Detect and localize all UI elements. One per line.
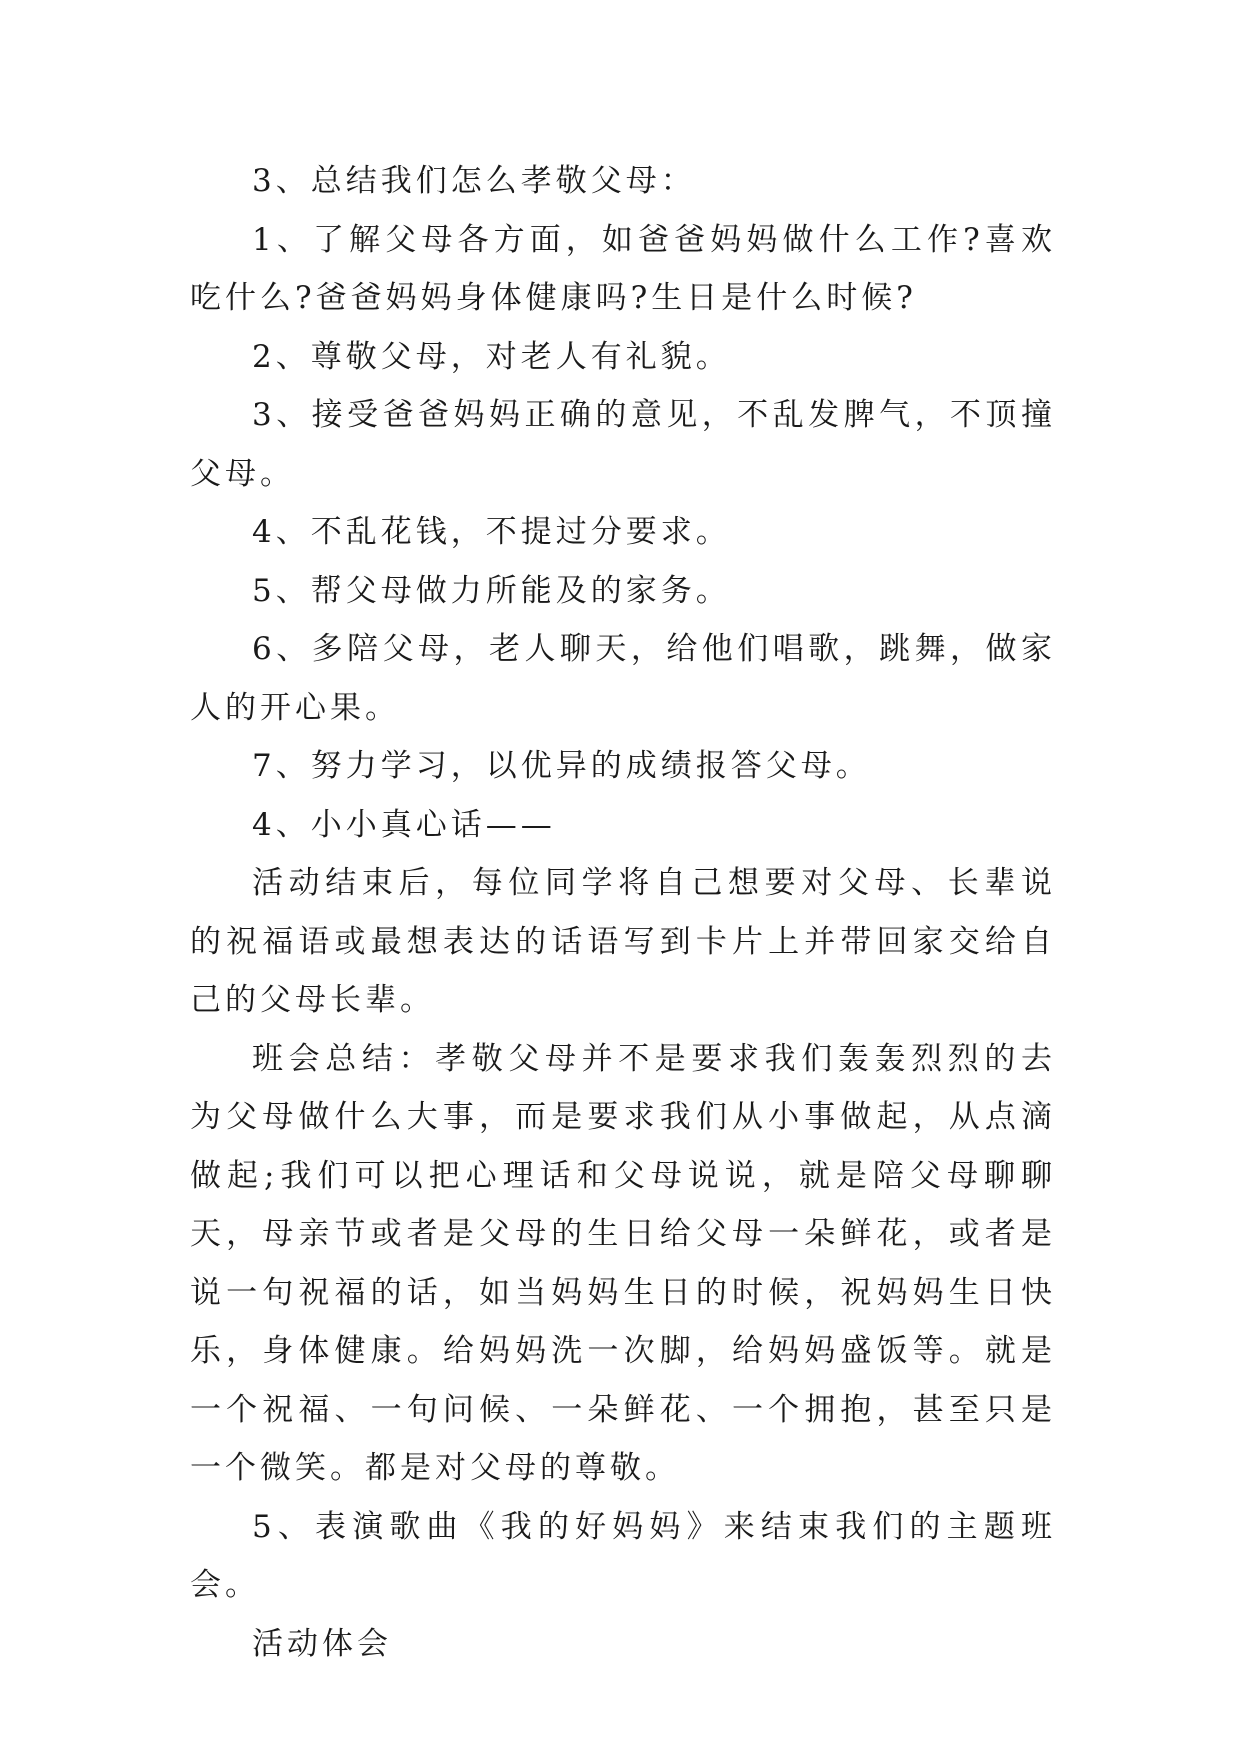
document-body xyxy=(190,152,1056,1673)
paragraph-song-performance: 5、表演歌曲《我的好妈妈》来结束我们的主题班会。 xyxy=(190,1508,1056,1603)
paragraph-item-1: 1、了解父母各方面，如爸爸妈妈做什么工作?喜欢吃什么?爸爸妈妈身体健康吗?生日是什么时候? xyxy=(190,221,1056,316)
paragraph-item-6: 6、多陪父母，老人聊天，给他们唱歌，跳舞，做家人的开心果。 xyxy=(190,631,1056,726)
paragraph-item-7: 7、努力学习，以优异的成绩报答父母。 xyxy=(252,748,871,784)
paragraph-item-4: 4、不乱花钱，不提过分要求。 xyxy=(252,514,731,550)
paragraph-heart-talk-body: 活动结束后，每位同学将自己想要对父母、长辈说的祝福语或最想表达的话语写到卡片上并带回家交给自己的父母长辈。 xyxy=(190,865,1056,1018)
paragraph-item-3: 3、接受爸爸妈妈正确的意见，不乱发脾气，不顶撞父母。 xyxy=(190,397,1056,492)
paragraph-item-5: 5、帮父母做力所能及的家务。 xyxy=(252,572,731,609)
paragraph-summary-heading: 3、总结我们怎么孝敬父母： xyxy=(252,163,696,199)
paragraph-item-2: 2、尊敬父母，对老人有礼貌。 xyxy=(252,338,731,375)
paragraph-heart-talk-heading: 4、小小真心话—— xyxy=(252,806,556,843)
paragraph-class-summary: 班会总结：孝敬父母并不是要求我们轰轰烈烈的去为父母做什么大事，而是要求我们从小事做起，从点滴做起;我们可以把心理话和父母说说，就是陪父母聊聊天，母亲节或者是父母的生日给父母一朵鲜花，或者是说一句祝福的话，如当妈妈生日的时候，祝妈妈生日快乐，身体健康。给妈妈洗一次脚，给妈妈盛饭等。就是一个祝福、一句问候、一朵鲜花、一个拥抱，甚至只是一个微笑。都是对父母的尊敬。 xyxy=(190,1040,1056,1486)
paragraph-activity-reflection-heading: 活动体会 xyxy=(252,1625,392,1662)
